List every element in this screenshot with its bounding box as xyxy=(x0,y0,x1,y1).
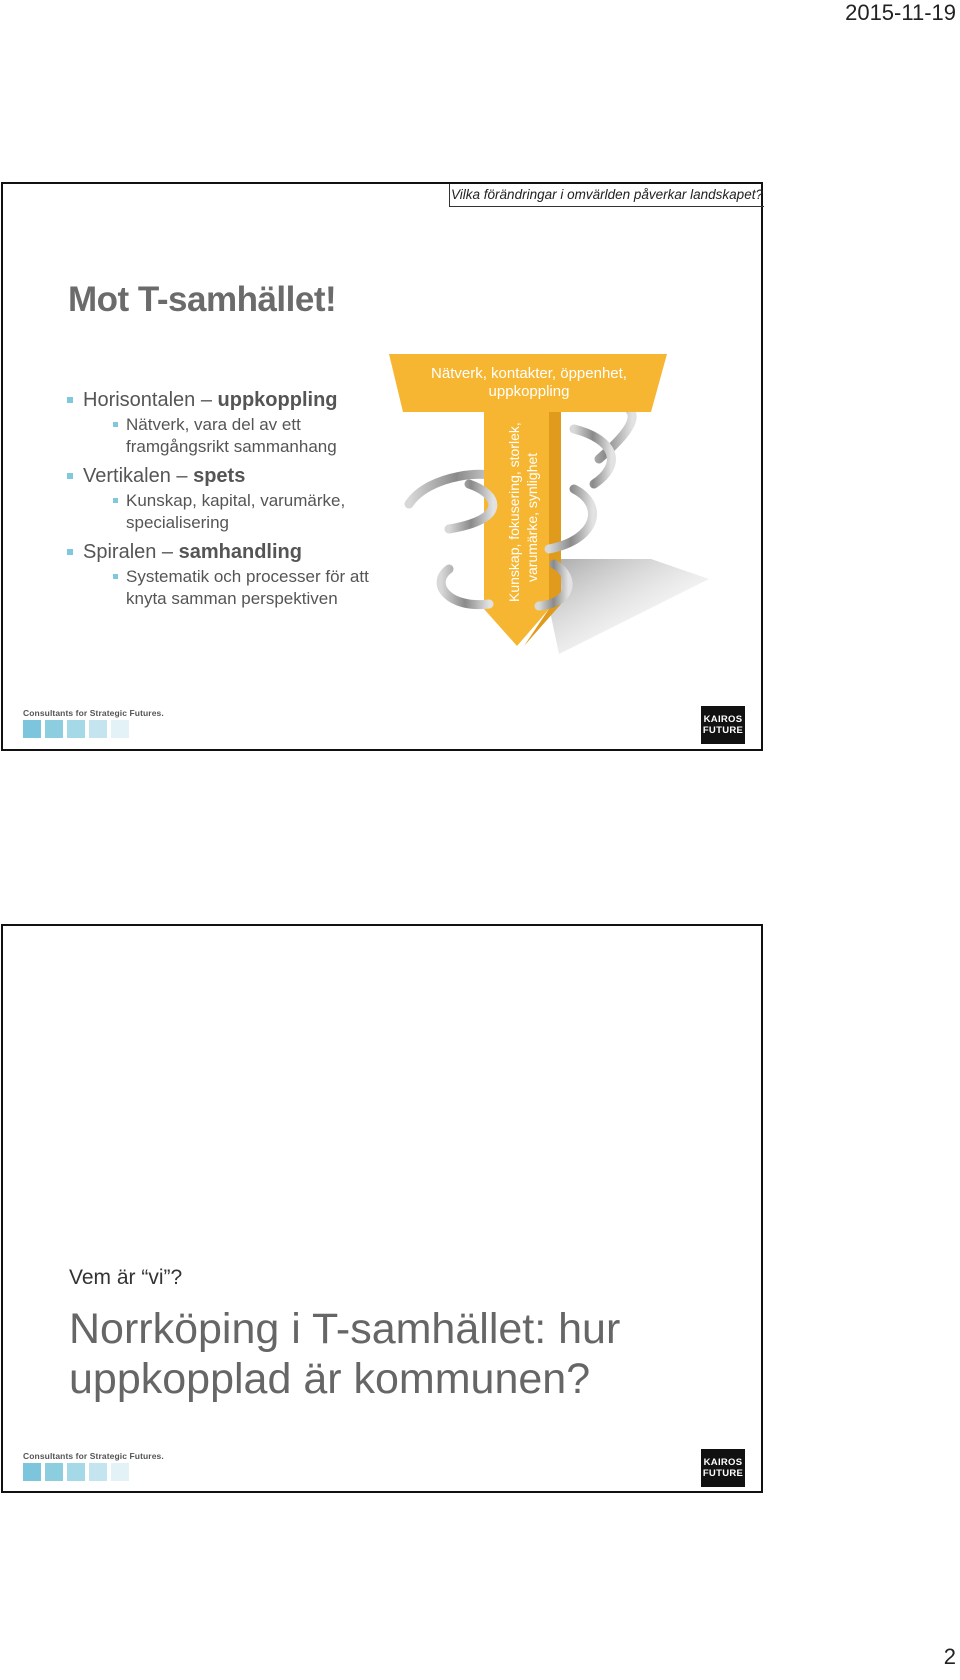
footer-square xyxy=(23,720,41,738)
logo-line1: KAIROS xyxy=(703,714,743,725)
bullet-vertikalen xyxy=(67,464,397,488)
slide-title: Norrköping i T-samhället: hur uppkopplad är kommunen? xyxy=(69,1305,621,1403)
sub-bullet-text: Systematik och processer för att knyta samman perspektiven xyxy=(126,567,369,608)
bullet-marker-icon xyxy=(67,397,73,403)
logo-line2: FUTURE xyxy=(702,725,744,736)
bullet-bold: uppkoppling xyxy=(217,389,338,411)
footer-square xyxy=(89,720,107,738)
slide-header: Vilka förändringar i omvärlden påverkar landskapet? xyxy=(449,184,764,207)
t-bar-text-line2: uppkoppling xyxy=(488,383,570,400)
bullet-bold: spets xyxy=(193,465,246,487)
footer-square xyxy=(111,1463,129,1481)
footer-tagline: Consultants for Strategic Futures. xyxy=(23,1451,164,1461)
bullet-horisontalen xyxy=(67,388,397,412)
t-stem-text-line1: Kunskap, fokusering, storlek, xyxy=(506,422,522,602)
kairos-future-logo xyxy=(701,1449,745,1487)
bullet-bold: samhandling xyxy=(178,541,302,563)
bullet-lead: Spiralen – xyxy=(83,541,179,563)
t-stem-text-line2: varumärke, synlighet xyxy=(524,452,540,582)
t-shape-graphic xyxy=(389,354,709,674)
page-number: 2 xyxy=(943,1644,956,1669)
bullet-marker-icon xyxy=(67,473,73,479)
footer-square xyxy=(45,1463,63,1481)
sub-bullet-systematik xyxy=(113,566,397,610)
sub-bullet-natverk xyxy=(113,414,397,458)
footer-square xyxy=(23,1463,41,1481)
sub-bullet-text: Nätverk, vara del av ett framgångsrikt sammanhang xyxy=(126,415,337,456)
slide-1 xyxy=(1,182,763,751)
sub-bullet-marker-icon xyxy=(113,574,118,579)
bullet-lead: Horisontalen – xyxy=(83,389,218,411)
page-date: 2015-11-19 xyxy=(845,0,956,25)
slide-2 xyxy=(1,924,763,1493)
kairos-future-logo xyxy=(701,706,745,744)
spiral-front xyxy=(441,569,489,605)
bullet-list xyxy=(67,382,397,610)
footer-square xyxy=(67,1463,85,1481)
logo-line2: FUTURE xyxy=(702,1468,744,1479)
slide-subtitle: Vem är “vi”? xyxy=(69,1266,183,1289)
bullet-spiralen xyxy=(67,540,397,564)
slide-title: Mot T-samhället! xyxy=(68,280,337,319)
sub-bullet-kunskap xyxy=(113,490,397,534)
footer-squares xyxy=(23,720,129,738)
footer-square xyxy=(67,720,85,738)
footer-tagline: Consultants for Strategic Futures. xyxy=(23,708,164,718)
footer-square xyxy=(111,720,129,738)
bullet-marker-icon xyxy=(67,549,73,555)
bullet-lead: Vertikalen – xyxy=(83,465,194,487)
sub-bullet-marker-icon xyxy=(113,498,118,503)
footer-square xyxy=(89,1463,107,1481)
sub-bullet-marker-icon xyxy=(113,422,118,427)
footer-squares xyxy=(23,1463,129,1481)
logo-line1: KAIROS xyxy=(703,1457,743,1468)
sub-bullet-text: Kunskap, kapital, varumärke, specialisering xyxy=(126,491,346,532)
t-bar-text-line1: Nätverk, kontakter, öppenhet, xyxy=(431,365,627,382)
footer-square xyxy=(45,720,63,738)
